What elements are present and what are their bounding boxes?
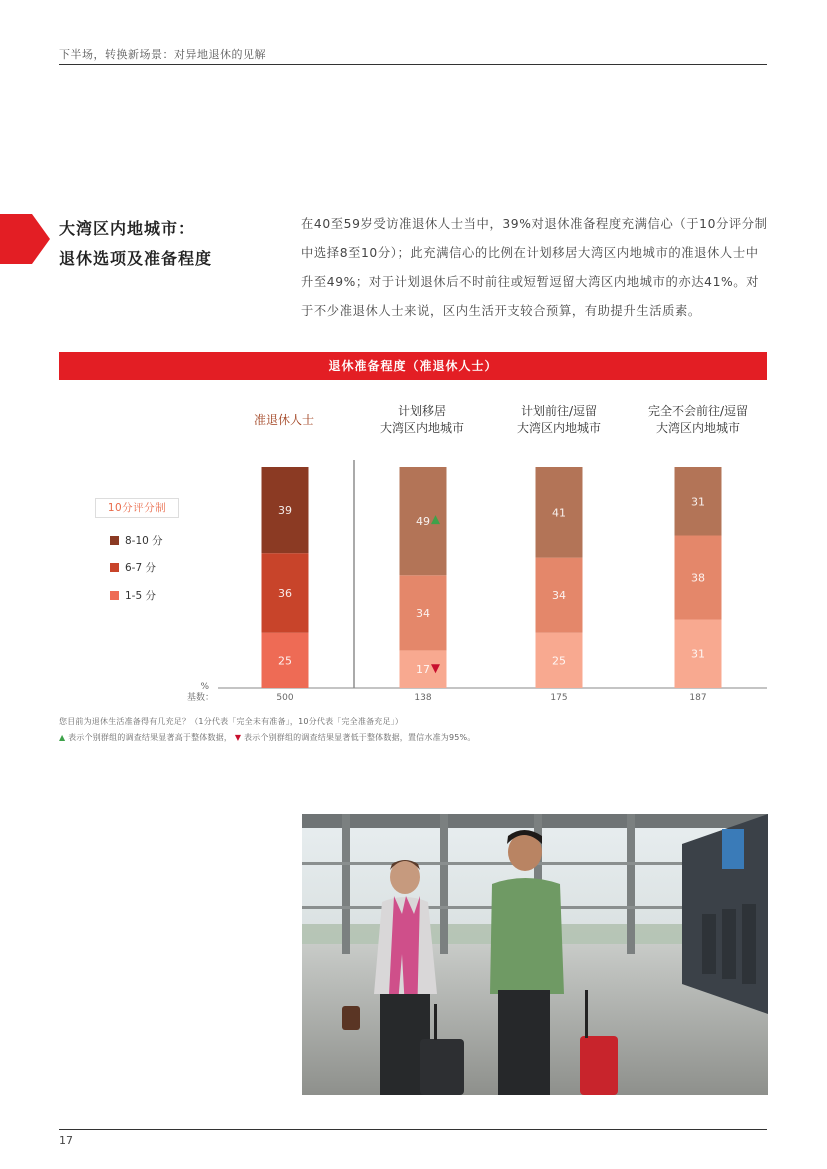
significance-note xyxy=(59,732,476,743)
column-header-line2: 大湾区内地城市 xyxy=(516,421,601,435)
bar-value-label: 36 xyxy=(278,586,292,600)
bar-value-label: 34 xyxy=(552,589,566,603)
bar-value-label: 49 xyxy=(416,515,430,529)
base-value: 500 xyxy=(276,693,294,703)
base-value: 187 xyxy=(689,693,707,703)
column-header-line2: 大湾区内地城市 xyxy=(655,421,740,435)
bar-value-label: 25 xyxy=(278,654,292,668)
bar-value-label: 31 xyxy=(691,495,705,509)
sig-down-text: 表示个别群组的调查结果显著低于整体数据，置信水准为95%。 xyxy=(243,733,476,742)
chart-title-banner: 退休准备程度（准退休人士） xyxy=(59,352,767,380)
airport-scene-image xyxy=(302,814,768,1095)
column-header-line1: 准退休人士 xyxy=(253,413,314,427)
airport-photo xyxy=(302,814,768,1095)
bar-value-label: 17 xyxy=(416,663,430,677)
bar-value-label: 39 xyxy=(278,504,292,518)
bar-value-label: 41 xyxy=(552,506,566,520)
legend-label: 6-7 分 xyxy=(125,562,156,574)
header-title: 下半场，转换新场景：对异地退休的见解 xyxy=(59,48,266,61)
down-triangle-icon: ▼ xyxy=(234,733,242,742)
column-header-line1: 计划前往/逗留 xyxy=(520,404,598,418)
column-header-line1: 完全不会前往/逗留 xyxy=(647,404,749,418)
section-title-line2: 退休选项及准备程度 xyxy=(59,249,213,268)
bar-value-label: 38 xyxy=(691,571,705,585)
bar-value-label: 31 xyxy=(691,647,705,661)
legend-label: 8-10 分 xyxy=(125,535,163,547)
bar-value-label: 25 xyxy=(552,654,566,668)
section-title-line1: 大湾区内地城市： xyxy=(59,219,196,238)
question-note: 您目前为退休生活准备得有几充足？（1分代表「完全未有准备」，10分代表「完全准备充足」） xyxy=(59,717,404,726)
unit-label: % xyxy=(200,682,209,692)
column-header-line1: 计划移居 xyxy=(397,404,446,418)
legend-title: 10分评分制 xyxy=(95,498,179,518)
up-triangle-icon: ▲ xyxy=(59,733,66,742)
base-value: 175 xyxy=(550,693,568,703)
legend-label: 1-5 分 xyxy=(125,590,156,602)
bar-value-label: 34 xyxy=(416,606,430,620)
column-header-line2: 大湾区内地城市 xyxy=(379,421,464,435)
base-value: 138 xyxy=(414,693,432,703)
sig-up-text: 表示个别群组的调查结果显著高于整体数据， xyxy=(68,733,233,742)
section-body: 在40至59岁受访准退休人士当中，39%对退休准备程度充满信心（于10分评分制中选择8至10分）；此充满信心的比例在计划移居大湾区内地城市的准退休人士中升至49%；对于计划退休后不时前往或短暂逗留大湾区内地城市的亦达41%。对于不少准退休人士来说，区内生活开支较合预算，有助提升生活质素。 xyxy=(301,217,768,318)
page-number: 17 xyxy=(59,1134,73,1147)
footer-rule xyxy=(59,1129,767,1130)
base-label: 基数： xyxy=(186,693,214,703)
